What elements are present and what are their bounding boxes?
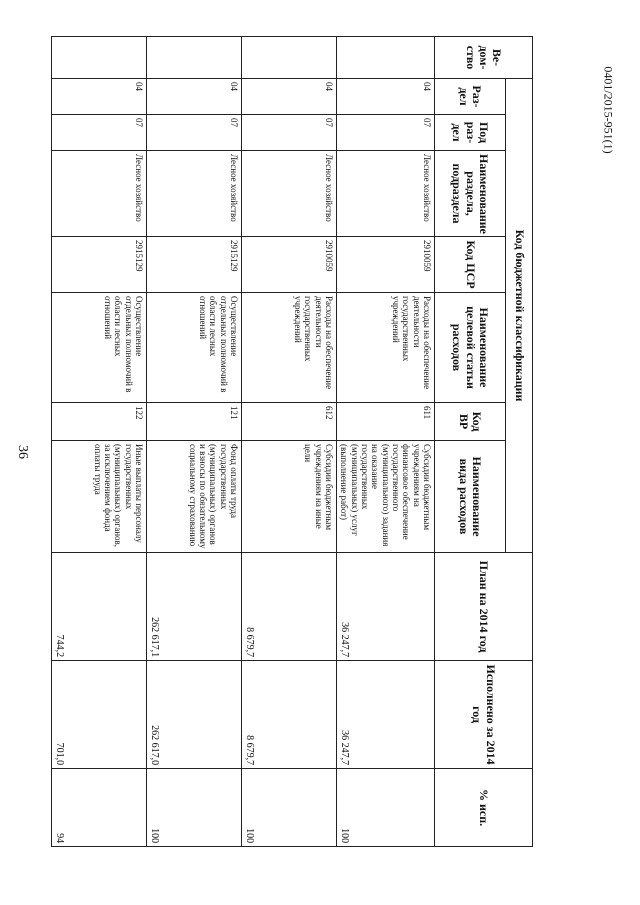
cell-naim-vr: Субсидии бюджетным учреждениям на финансовое обеспечение государственного (муниципального) задания на оказание государственных (муниципальных) услуг (выполнение работ) bbox=[336, 441, 434, 553]
cell-naim-csr: Осуществление отдельных полномочий в области лесных отношений bbox=[146, 293, 241, 403]
cell-ispolneno: 262 617,0 bbox=[146, 661, 241, 769]
header-kod-csr: Код ЦСР bbox=[435, 237, 506, 293]
budget-table-wrapper bbox=[54, 36, 533, 846]
cell-razdel: 04 bbox=[51, 79, 146, 115]
cell-naim-vr: Иные выплаты персоналу государственных (муниципальных) органов, за исключением фонда оплаты труда bbox=[51, 441, 146, 553]
page-number: 36 bbox=[15, 445, 30, 459]
cell-kod-vr: 612 bbox=[241, 403, 336, 441]
cell-naim-razdela: Лесное хозяйство bbox=[336, 151, 434, 237]
cell-procent: 94 bbox=[51, 769, 146, 847]
header-ispolneno: Исполнено за 2014 год bbox=[435, 661, 533, 769]
cell-plan: 8 679,7 bbox=[241, 553, 336, 661]
header-plan: План на 2014 год bbox=[435, 553, 533, 661]
cell-procent: 100 bbox=[146, 769, 241, 847]
cell-naim-razdela: Лесное хозяйство bbox=[51, 151, 146, 237]
cell-naim-csr: Расходы на обеспечение деятельности государственных учреждений bbox=[336, 293, 434, 403]
cell-kod-vr: 121 bbox=[146, 403, 241, 441]
cell-naim-csr: Осуществление отдельных полномочий в области лесных отношений bbox=[51, 293, 146, 403]
cell-ispolneno: 8 679,7 bbox=[241, 661, 336, 769]
header-naim-csr: Наименование целевой статьи расходов bbox=[435, 293, 506, 403]
cell-kod-vr: 611 bbox=[336, 403, 434, 441]
cell-vedomstvo bbox=[51, 37, 146, 79]
header-vedomstvo: Ве-дом-ство bbox=[435, 37, 533, 79]
cell-podrazdel: 07 bbox=[336, 115, 434, 151]
cell-plan: 262 617,1 bbox=[146, 553, 241, 661]
table-row bbox=[241, 37, 336, 847]
rotated-table-area bbox=[54, 36, 533, 846]
cell-vedomstvo bbox=[241, 37, 336, 79]
header-naim-razdela: Наименование раздела, подраздела bbox=[435, 151, 506, 237]
cell-vedomstvo bbox=[146, 37, 241, 79]
cell-naim-vr: Субсидии бюджетным учреждениям на иные цели bbox=[241, 441, 336, 553]
header-naim-vr: Наименование вида расходов bbox=[435, 441, 506, 553]
table-row bbox=[146, 37, 241, 847]
cell-razdel: 04 bbox=[146, 79, 241, 115]
table-row bbox=[336, 37, 434, 847]
cell-kod-csr: 2915129 bbox=[146, 237, 241, 293]
cell-procent: 100 bbox=[336, 769, 434, 847]
header-kod-vr: Код ВР bbox=[435, 403, 506, 441]
table-row bbox=[51, 37, 146, 847]
cell-kod-vr: 122 bbox=[51, 403, 146, 441]
document-code: 0401/2015-951(1) bbox=[601, 66, 616, 154]
cell-naim-vr: Фонд оплаты труда государственных (муниципальных) органов и взносы по обязательному социальному страхованию bbox=[146, 441, 241, 553]
header-group-classification: Код бюджетной классификации bbox=[506, 79, 533, 553]
budget-classification-table bbox=[51, 36, 533, 847]
cell-kod-csr: 2915129 bbox=[51, 237, 146, 293]
cell-vedomstvo bbox=[336, 37, 434, 79]
cell-naim-razdela: Лесное хозяйство bbox=[241, 151, 336, 237]
cell-naim-razdela: Лесное хозяйство bbox=[146, 151, 241, 237]
cell-kod-csr: 2910059 bbox=[241, 237, 336, 293]
header-procent: % исп. bbox=[435, 769, 533, 847]
cell-podrazdel: 07 bbox=[146, 115, 241, 151]
cell-ispolneno: 36 247,7 bbox=[336, 661, 434, 769]
cell-plan: 36 247,7 bbox=[336, 553, 434, 661]
cell-razdel: 04 bbox=[336, 79, 434, 115]
cell-procent: 100 bbox=[241, 769, 336, 847]
cell-podrazdel: 07 bbox=[51, 115, 146, 151]
cell-razdel: 04 bbox=[241, 79, 336, 115]
cell-ispolneno: 701,0 bbox=[51, 661, 146, 769]
cell-plan: 744,2 bbox=[51, 553, 146, 661]
header-razdel: Раз-дел bbox=[435, 79, 506, 115]
cell-kod-csr: 2910059 bbox=[336, 237, 434, 293]
cell-naim-csr: Расходы на обеспечение деятельности государственных учреждений bbox=[241, 293, 336, 403]
cell-podrazdel: 07 bbox=[241, 115, 336, 151]
header-podrazdel: Под раз-дел bbox=[435, 115, 506, 151]
